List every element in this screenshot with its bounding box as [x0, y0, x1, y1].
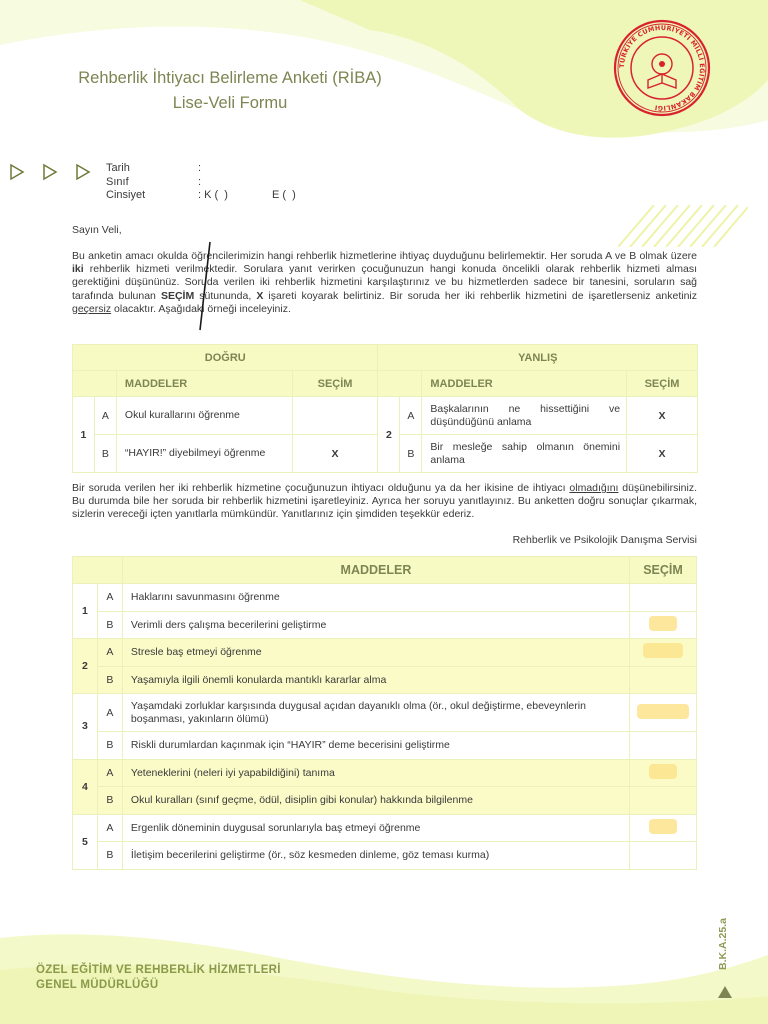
option-letter: B: [97, 732, 122, 760]
highlight-mark: [649, 764, 677, 779]
option-letter: B: [94, 435, 116, 473]
signature: Rehberlik ve Psikolojik Danışma Servisi: [512, 534, 697, 546]
option-letter: A: [97, 584, 122, 612]
wrong-example-choice-a: X: [627, 397, 698, 435]
question-5-choice-b[interactable]: [630, 842, 697, 870]
class-label: Sınıf: [106, 175, 129, 188]
gender-male-option[interactable]: E ( ): [272, 189, 296, 201]
question-1-item-b: Verimli ders çalışma becerilerini geliştirme: [122, 611, 629, 639]
pen-stroke-mark: [196, 240, 216, 332]
question-1-number: 1: [73, 584, 98, 639]
highlight-mark: [643, 643, 683, 658]
example-table: [72, 344, 698, 473]
question-2-item-a: Stresle baş etmeyi öğrenme: [122, 639, 629, 667]
highlight-mark: [649, 616, 677, 631]
option-letter: A: [94, 397, 116, 435]
correct-items-header: MADDELER: [116, 371, 292, 397]
svg-text:TÜRKİYE CUMHURİYETİ MİLLİ EĞİT: TÜRKİYE CUMHURİYETİ MİLLİ EĞİTİM BAKANLIĞI: [617, 23, 707, 113]
option-letter: A: [97, 814, 122, 842]
form-title-line1: Rehberlik İhtiyacı Belirleme Anketi (RİBA): [78, 69, 382, 87]
question-3-item-b: Riskli durumlardan kaçınmak için “HAYIR” deme becerisini geliştirme: [122, 732, 629, 760]
form-code: B.K.A.25.a: [717, 918, 729, 970]
correct-example-item-a: Okul kurallarını öğrenme: [116, 397, 292, 435]
correct-example-header: DOĞRU: [73, 345, 378, 371]
wrong-example-item-b: Bir mesleğe sahip olmanın önemini anlama: [422, 435, 627, 473]
question-4-number: 4: [73, 759, 98, 814]
question-5-item-b: İletişim becerilerini geliştirme (ör., söz kesmeden dinleme, göz teması kurma): [122, 842, 629, 870]
correct-example-item-b: “HAYIR!” diyebilmeyi öğrenme: [116, 435, 292, 473]
footer-wave-decoration: [0, 900, 768, 1024]
question-5-choice-a[interactable]: [630, 814, 697, 842]
option-letter: A: [97, 759, 122, 787]
question-4-item-b: Okul kuralları (sınıf geçme, ödül, disiplin gibi konular) hakkında bilgilenme: [122, 787, 629, 815]
instructions-paragraph: Bu anketin amacı okulda öğrencilerimizin hangi rehberlik hizmetlerine ihtiyaç duyduğunu belirlemektir. Her soruda A ve B olmak üzere iki rehberlik hizmeti verilmektedir. Sorulara yanıt verirken çocuğunuzun hangi konuda öncelikli olarak rehberlik hizmeti alması gerektiğini düşününüz. Soruda verilen iki rehberlik hizmetini karşılaştırınız ve bu hizmetlerden sadece bir tanesini, soruların sağ tarafında bulunan SEÇİM sütununda, X işareti koyarak belirtiniz. Bir soruda her iki rehberlik hizmetini de işaretlerseniz anketiniz geçersiz olacaktır. Aşağıdaki örneği inceleyiniz.: [72, 250, 698, 315]
wrong-example-choice-b: X: [627, 435, 698, 473]
question-1-item-a: Haklarını savunmasını öğrenme: [122, 584, 629, 612]
question-3-choice-b[interactable]: [630, 732, 697, 760]
question-5-number: 5: [73, 814, 98, 869]
option-letter: A: [97, 639, 122, 667]
survey-choice-header: SEÇİM: [630, 557, 697, 584]
wrong-example-header: YANLIŞ: [378, 345, 698, 371]
option-letter: B: [97, 787, 122, 815]
option-letter: B: [97, 666, 122, 694]
greeting: Sayın Veli,: [72, 224, 122, 236]
question-4-item-a: Yeteneklerini (neleri iyi yapabildiğini) tanıma: [122, 759, 629, 787]
date-label: Tarih: [106, 162, 130, 174]
date-value[interactable]: :: [198, 162, 202, 174]
highlight-mark: [649, 819, 677, 834]
question-5-item-a: Ergenlik döneminin duygusal sorunlarıyla baş etmeyi öğrenme: [122, 814, 629, 842]
triangle-marker-icon: [718, 986, 732, 998]
option-letter: A: [400, 397, 422, 435]
footer-line2: GENEL MÜDÜRLÜĞÜ: [36, 978, 159, 991]
correct-example-choice-a: [292, 397, 378, 435]
correct-example-choice-b: X: [292, 435, 378, 473]
option-letter: B: [400, 435, 422, 473]
question-4-choice-a[interactable]: [630, 759, 697, 787]
wrong-choice-header: SEÇİM: [627, 371, 698, 397]
question-2-item-b: Yaşamıyla ilgili önemli konularda mantıklı kararlar alma: [122, 666, 629, 694]
class-value[interactable]: :: [198, 175, 202, 188]
correct-choice-header: SEÇİM: [292, 371, 378, 397]
option-letter: B: [97, 611, 122, 639]
form-title-line2: Lise-Veli Formu: [172, 94, 288, 112]
ministry-seal-logo: [612, 18, 712, 118]
wrong-example-item-a: Başkalarının ne hissettiğini ve düşündüğünü anlama: [422, 397, 627, 435]
gender-female-option[interactable]: : K ( ): [198, 189, 228, 201]
question-1-choice-a[interactable]: [630, 584, 697, 612]
question-1-choice-b[interactable]: [630, 611, 697, 639]
question-3-item-a: Yaşamdaki zorluklar karşısında duygusal açıdan dayanıklı olma (ör., okul değiştirme, ebeveynlerin boşanması, yakınların ölümü): [122, 694, 629, 732]
question-4-choice-b[interactable]: [630, 787, 697, 815]
correct-example-number: 1: [73, 397, 95, 473]
highlight-mark: [637, 704, 689, 719]
form-title: [30, 66, 430, 116]
question-2-choice-b[interactable]: [630, 666, 697, 694]
question-3-choice-a[interactable]: [630, 694, 697, 732]
arrow-markers: [8, 162, 98, 182]
wrong-example-number: 2: [378, 397, 400, 473]
option-letter: A: [97, 694, 122, 732]
survey-items-header: MADDELER: [122, 557, 629, 584]
gender-label: Cinsiyet: [106, 189, 146, 201]
question-2-number: 2: [73, 639, 98, 694]
survey-table: [72, 556, 697, 870]
footer-department: [36, 963, 281, 992]
closing-paragraph: Bir soruda verilen her iki rehberlik hizmetine çocuğunuzun ihtiyacı olduğunu ya da her ikisine de ihtiyacı olmadığını düşünebilirsiniz. Bu durumda bile her soruda bir rehberlik hizmetini işaretleyiniz. Ayrıca her soruyu yanıtlayınız. Bu anketten doğru sonuçlar çıkarmak, sizlerin vereceği içten yanıtlarla mümkündür. Yanıtlarınız için şimdiden teşekkür ederiz.: [72, 482, 697, 521]
footer-line1: ÖZEL EĞİTİM VE REHBERLİK HİZMETLERİ: [36, 964, 281, 976]
question-3-number: 3: [73, 694, 98, 760]
wrong-items-header: MADDELER: [422, 371, 627, 397]
question-2-choice-a[interactable]: [630, 639, 697, 667]
option-letter: B: [97, 842, 122, 870]
